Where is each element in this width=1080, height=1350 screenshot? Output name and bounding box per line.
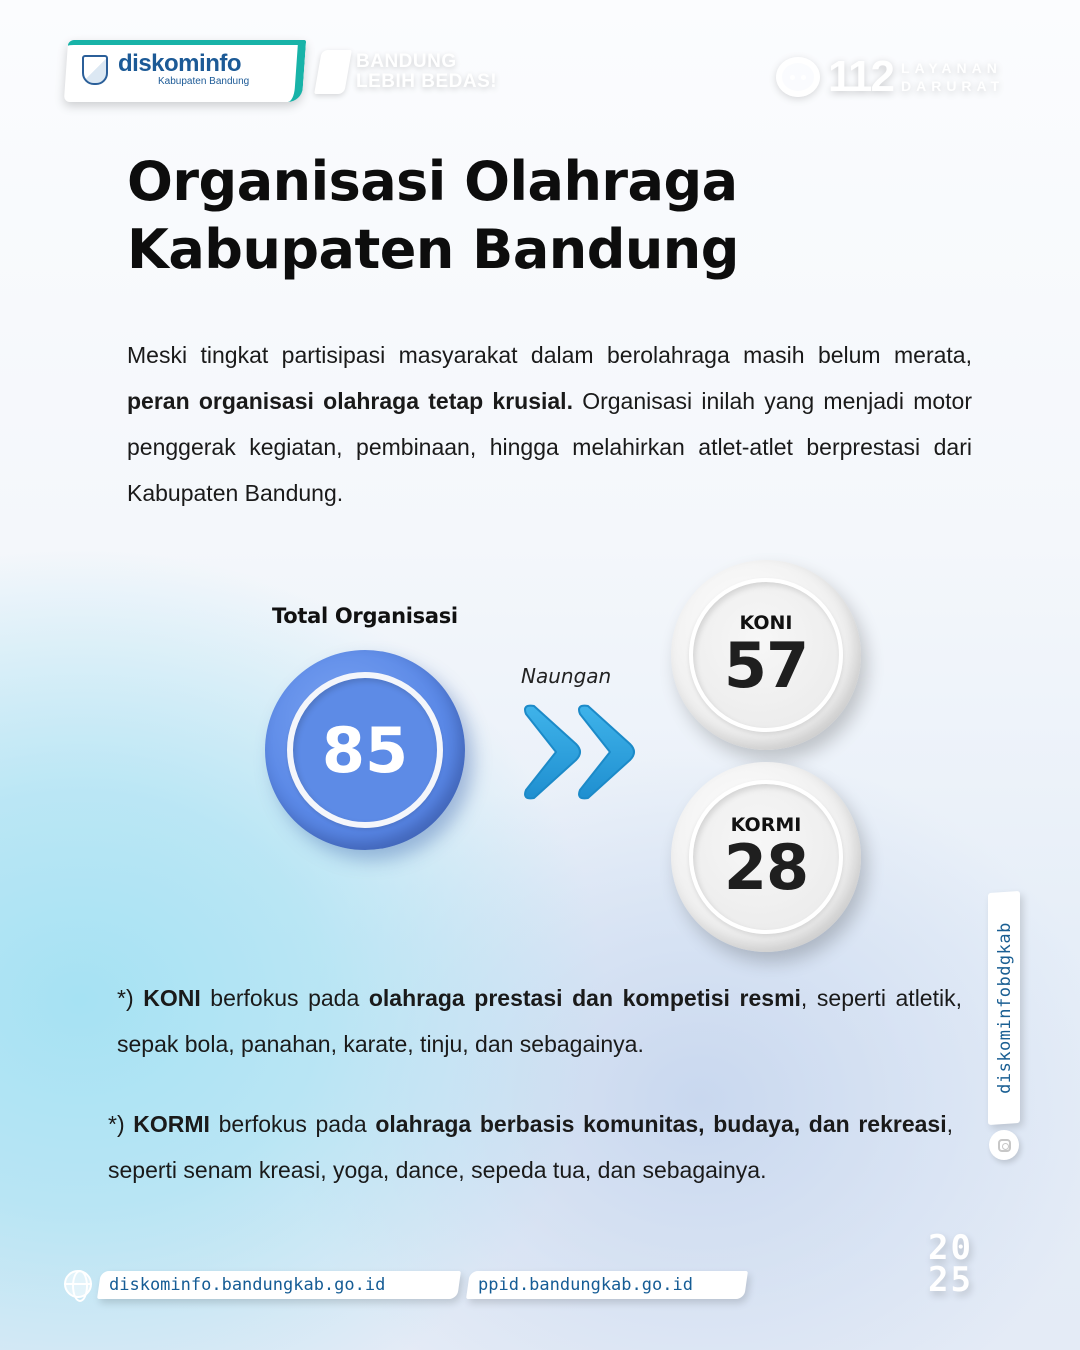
url-text: ppid.bandungkab.go.id xyxy=(478,1275,693,1295)
intro-paragraph xyxy=(127,332,972,516)
koni-label: KONI xyxy=(739,612,793,634)
koni-value: 57 xyxy=(723,629,809,702)
emergency-line-2: DARURAT xyxy=(900,78,1005,94)
title-line-2: Kabupaten Bandung xyxy=(127,218,739,281)
intro-text-1: Meski tingkat partisipasi masyarakat dalam berolahraga masih belum merata, xyxy=(127,342,972,368)
chat-bubble-icon xyxy=(776,57,820,97)
title-line-1: Organisasi Olahraga xyxy=(127,150,738,213)
note-org: KONI xyxy=(143,985,201,1011)
note-org: KORMI xyxy=(133,1111,210,1137)
note-focus: olahraga berbasis komunitas, budaya, dan rekreasi xyxy=(375,1111,947,1137)
page-title xyxy=(127,148,947,284)
koni-disc xyxy=(671,560,861,750)
note-prefix: *) xyxy=(108,1111,134,1137)
website-link-ppid[interactable] xyxy=(466,1271,748,1299)
note-mid: berfokus pada xyxy=(200,985,369,1011)
kormi-label: KORMI xyxy=(730,814,802,836)
website-link-diskominfo[interactable] xyxy=(97,1271,461,1299)
slogan-line-1: BANDUNG xyxy=(356,51,457,72)
emergency-number: 112 xyxy=(828,52,893,101)
koni-note xyxy=(117,975,962,1067)
globe-icon xyxy=(64,1270,92,1298)
naungan-label: Naungan xyxy=(521,664,612,688)
flag-icon xyxy=(314,50,352,94)
year-top: 20 xyxy=(928,1228,973,1268)
kormi-disc xyxy=(671,762,861,952)
url-text: diskominfo.bandungkab.go.id xyxy=(109,1275,386,1295)
diskominfo-logo xyxy=(82,52,249,87)
year-badge xyxy=(928,1228,1020,1300)
note-rest: , seperti senam kreasi, yoga, dance, sepeda tua, dan sebagainya. xyxy=(108,1111,953,1183)
slogan-badge xyxy=(318,50,497,94)
note-rest: , seperti atletik, sepak bola, panahan, karate, tinju, dan sebagainya. xyxy=(117,985,962,1057)
total-disc-ring xyxy=(287,672,443,828)
instagram-icon[interactable] xyxy=(989,1130,1019,1160)
emergency-service-badge xyxy=(776,52,1004,102)
intro-text-2: Organisasi inilah yang menjadi motor penggerak kegiatan, pembinaan, hingga melahirkan atlet-atlet berprestasi dari Kabupaten Bandung. xyxy=(127,388,972,506)
logo-sub-text: Kabupaten Bandung xyxy=(158,76,250,87)
kormi-value: 28 xyxy=(723,831,809,904)
intro-bold-text: peran organisasi olahraga tetap krusial. xyxy=(127,388,573,414)
slogan-line-2: LEBIH BEDAS! xyxy=(356,71,498,92)
note-mid: berfokus pada xyxy=(209,1111,376,1137)
instagram-handle[interactable]: diskominfobdgkab xyxy=(995,922,1015,1094)
kabupaten-crest-icon xyxy=(82,55,108,85)
note-prefix: *) xyxy=(117,985,144,1011)
total-value: 85 xyxy=(321,713,409,787)
year-bottom: 25 xyxy=(928,1260,973,1300)
total-disc xyxy=(265,650,465,850)
kormi-note xyxy=(108,1101,953,1193)
note-focus: olahraga prestasi dan kompetisi resmi xyxy=(368,985,801,1011)
double-chevron-right-icon xyxy=(518,700,658,804)
emergency-line-1: LAYANAN xyxy=(900,60,1002,76)
logo-main-text: diskominfo xyxy=(118,50,242,77)
total-organisasi-label: Total Organisasi xyxy=(272,604,458,628)
